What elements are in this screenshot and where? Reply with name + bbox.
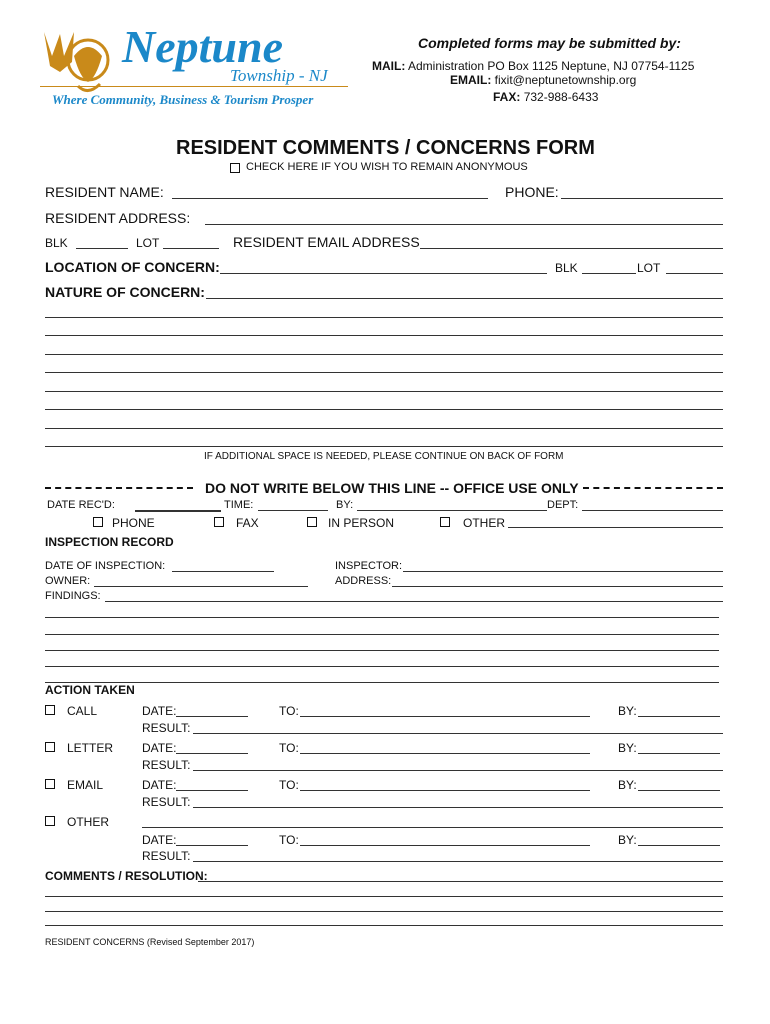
owner-field[interactable]: [94, 586, 308, 587]
other-by-label: BY:: [618, 833, 637, 847]
inspection-address-field[interactable]: [392, 586, 723, 587]
letter-by-field[interactable]: [638, 753, 720, 754]
location-lot-label: LOT: [637, 261, 661, 275]
office-divider-text: DO NOT WRITE BELOW THIS LINE -- OFFICE USE ONLY: [205, 480, 579, 496]
logo-tagline: Where Community, Business & Tourism Prosper: [52, 92, 314, 107]
other-action-label: OTHER: [67, 815, 109, 829]
continue-note: IF ADDITIONAL SPACE IS NEEDED, PLEASE CONTINUE ON BACK OF FORM: [204, 451, 564, 462]
call-to-field[interactable]: [300, 716, 590, 717]
office-divider-right: [583, 487, 723, 489]
other-result-field[interactable]: [193, 861, 723, 862]
letter-by-label: BY:: [618, 741, 637, 755]
inspector-field[interactable]: [403, 571, 723, 572]
phone-field[interactable]: [561, 198, 723, 199]
date-recd-label: DATE REC'D:: [47, 499, 115, 511]
logo-name: Neptune: [122, 21, 283, 72]
fax-option-label: FAX: [236, 516, 259, 530]
call-by-field[interactable]: [638, 716, 720, 717]
email-value: fixit@neptunetownship.org: [494, 73, 637, 87]
call-date-field[interactable]: [176, 716, 248, 717]
inspection-address-label: ADDRESS:: [335, 575, 392, 587]
location-label: LOCATION OF CONCERN:: [45, 259, 220, 275]
email-date-field[interactable]: [176, 790, 248, 791]
nature-label: NATURE OF CONCERN:: [45, 284, 205, 300]
resident-address-field[interactable]: [205, 224, 723, 225]
email-result-field[interactable]: [193, 807, 723, 808]
letter-label: LETTER: [67, 741, 114, 755]
mail-label: MAIL:: [372, 59, 406, 73]
phone-label: PHONE:: [505, 184, 559, 200]
comments-field[interactable]: [198, 881, 723, 882]
action-heading: ACTION TAKEN: [45, 683, 135, 697]
location-blk-label: BLK: [555, 261, 578, 275]
resident-name-label: RESIDENT NAME:: [45, 184, 164, 200]
location-lot-field[interactable]: [666, 273, 723, 274]
fax-checkbox[interactable]: [214, 517, 224, 527]
other-option-label: OTHER: [463, 516, 505, 530]
email-result-label: RESULT:: [142, 795, 191, 809]
township-logo: [38, 20, 350, 112]
email-to-field[interactable]: [300, 790, 590, 791]
other-to-field[interactable]: [300, 845, 590, 846]
resident-email-field[interactable]: [420, 248, 723, 249]
other-field[interactable]: [508, 527, 723, 528]
anonymous-checkbox[interactable]: [230, 163, 240, 173]
call-checkbox[interactable]: [45, 705, 55, 715]
footer-revision: RESIDENT CONCERNS (Revised September 2017): [45, 937, 255, 947]
call-by-label: BY:: [618, 704, 637, 718]
inspection-heading: INSPECTION RECORD: [45, 535, 174, 549]
logo-subtitle: Township - NJ: [230, 66, 328, 85]
in-person-checkbox[interactable]: [307, 517, 317, 527]
email-to-label: TO:: [279, 778, 299, 792]
call-to-label: TO:: [279, 704, 299, 718]
location-field[interactable]: [220, 273, 547, 274]
by-field[interactable]: [357, 510, 547, 511]
email-date-label: DATE:: [142, 778, 177, 792]
in-person-option-label: IN PERSON: [328, 516, 395, 530]
inspector-label: INSPECTOR:: [335, 560, 403, 572]
inspection-date-field[interactable]: [172, 571, 274, 572]
letter-result-field[interactable]: [193, 770, 723, 771]
email-line: [450, 73, 636, 87]
fax-label: FAX:: [493, 90, 521, 104]
letter-to-label: TO:: [279, 741, 299, 755]
email-by-label: BY:: [618, 778, 637, 792]
dept-label: DEPT:: [547, 499, 579, 511]
letter-result-label: RESULT:: [142, 758, 191, 772]
time-label: TIME:: [224, 499, 254, 511]
submit-heading: Completed forms may be submitted by:: [418, 35, 681, 51]
blk-label: BLK: [45, 236, 68, 250]
findings-field[interactable]: [105, 601, 723, 602]
comments-label: COMMENTS / RESOLUTION:: [45, 869, 208, 883]
other-result-label: RESULT:: [142, 849, 191, 863]
time-field[interactable]: [258, 510, 328, 511]
lot-label: LOT: [136, 236, 160, 250]
other-checkbox[interactable]: [440, 517, 450, 527]
phone-checkbox[interactable]: [93, 517, 103, 527]
other-to-label: TO:: [279, 833, 299, 847]
inspection-date-label: DATE OF INSPECTION:: [45, 560, 166, 572]
call-label: CALL: [67, 704, 98, 718]
other-action-field[interactable]: [142, 827, 723, 828]
dept-field[interactable]: [582, 510, 723, 511]
email-checkbox[interactable]: [45, 779, 55, 789]
anonymous-label: CHECK HERE IF YOU WISH TO REMAIN ANONYMOUS: [246, 161, 528, 173]
nature-field[interactable]: [206, 298, 723, 299]
owner-label: OWNER:: [45, 575, 91, 587]
email-label: EMAIL:: [450, 73, 492, 87]
by-label: BY:: [336, 499, 354, 511]
other-date-label: DATE:: [142, 833, 177, 847]
findings-label: FINDINGS:: [45, 590, 101, 602]
resident-email-label: RESIDENT EMAIL ADDRESS: [233, 234, 420, 250]
other-by-field[interactable]: [638, 845, 720, 846]
fax-value: 732-988-6433: [523, 90, 599, 104]
mail-line: [372, 59, 694, 73]
fax-line: [493, 90, 598, 104]
letter-checkbox[interactable]: [45, 742, 55, 752]
location-blk-field[interactable]: [582, 273, 636, 274]
blk-field[interactable]: [76, 248, 128, 249]
other-date-field[interactable]: [176, 845, 248, 846]
resident-name-field[interactable]: [172, 198, 488, 199]
office-divider-left: [45, 487, 193, 489]
email-action-label: EMAIL: [67, 778, 104, 792]
mail-value: Administration PO Box 1125 Neptune, NJ 07754-1125: [408, 59, 695, 73]
email-by-field[interactable]: [638, 790, 720, 791]
lot-field[interactable]: [163, 248, 219, 249]
form-title: RESIDENT COMMENTS / CONCERNS FORM: [176, 137, 595, 159]
resident-address-label: RESIDENT ADDRESS:: [45, 210, 191, 226]
letter-to-field[interactable]: [300, 753, 590, 754]
date-recd-field[interactable]: [135, 510, 221, 512]
call-result-label: RESULT:: [142, 721, 191, 735]
phone-option-label: PHONE: [112, 516, 155, 530]
call-date-label: DATE:: [142, 704, 177, 718]
letter-date-label: DATE:: [142, 741, 177, 755]
call-result-field[interactable]: [193, 733, 723, 734]
letter-date-field[interactable]: [176, 753, 248, 754]
other-action-checkbox[interactable]: [45, 816, 55, 826]
